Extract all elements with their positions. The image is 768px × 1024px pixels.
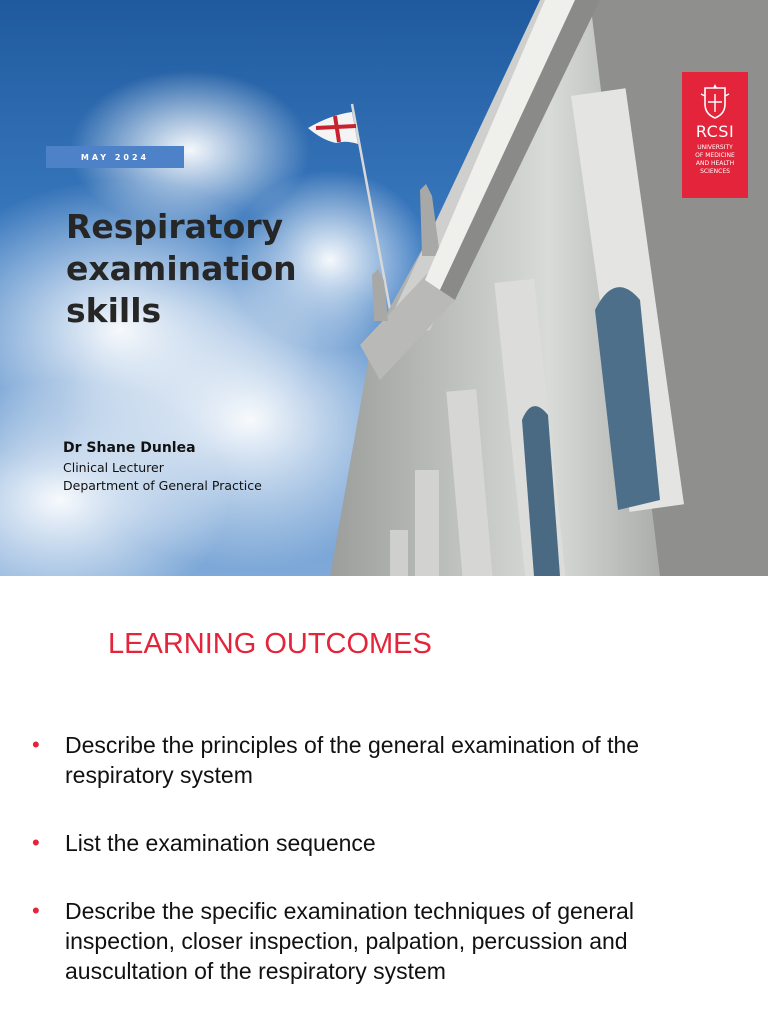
- author-role: Clinical Lecturer: [63, 460, 164, 475]
- bullet-icon: •: [32, 732, 40, 757]
- list-item: [32, 730, 732, 790]
- author-name: Dr Shane Dunlea: [63, 440, 196, 456]
- rcsi-logo: [682, 72, 748, 198]
- list-item: [32, 896, 732, 986]
- author-department: Department of General Practice: [63, 478, 262, 493]
- learning-outcomes-slide: [0, 576, 768, 1024]
- outcome-text: List the examination sequence: [65, 830, 376, 856]
- outcomes-list: [32, 730, 732, 1024]
- logo-wordmark: RCSI: [695, 122, 735, 141]
- author-block: [63, 440, 262, 496]
- bullet-icon: •: [32, 830, 40, 855]
- bullet-icon: •: [32, 898, 40, 923]
- learning-outcomes-heading: LEARNING OUTCOMES: [108, 628, 432, 660]
- outcome-text: Describe the principles of the general examination of the respiratory system: [65, 732, 640, 788]
- presentation-title: Respiratory examination skills: [66, 207, 297, 330]
- date-badge: MAY 2024: [46, 146, 184, 168]
- crest-icon: [697, 82, 733, 120]
- list-item: [32, 828, 732, 858]
- outcome-text: Describe the specific examination techniques of general inspection, closer inspection, palpation, percussion and auscultation of the respiratory system: [65, 898, 634, 984]
- logo-subtitle: UNIVERSITY OF MEDICINE AND HEALTH SCIENCES: [695, 144, 735, 175]
